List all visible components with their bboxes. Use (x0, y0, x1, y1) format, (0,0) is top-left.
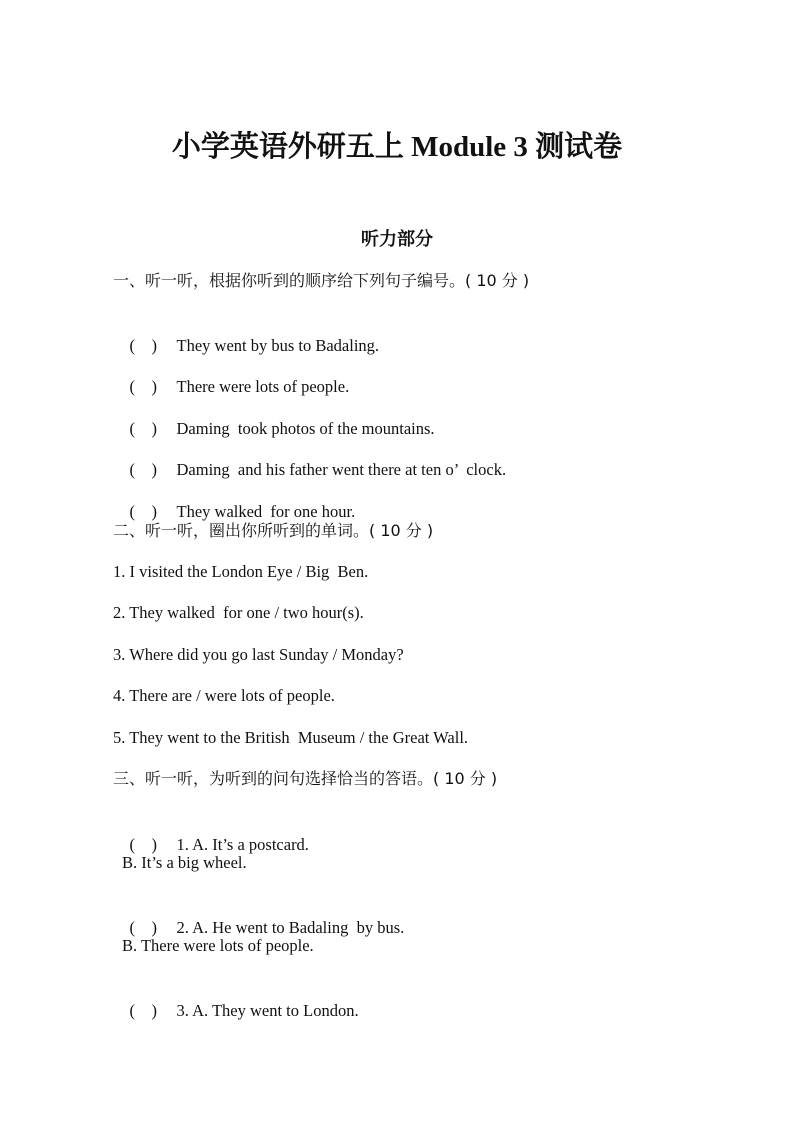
section-2-item-3: 3. Where did you go last Sunday / Monday? (113, 645, 404, 664)
answer-bracket[interactable]: ( ) (129, 918, 157, 937)
part-heading: 听力部分 (361, 229, 433, 250)
section-2-item-5: 5. They went to the British Museum / the Great Wall. (113, 728, 469, 747)
answer-bracket[interactable]: ( ) (129, 377, 157, 396)
item-text: 1. A. It’s a postcard. (176, 835, 309, 854)
item-text: 3. A. They went to London. (176, 1001, 359, 1020)
answer-bracket[interactable]: ( ) (129, 336, 157, 355)
section-3-option-b-1: B. It’s a big wheel. (122, 853, 247, 872)
section-2-item-2: 2. They walked for one / two hour(s). (113, 603, 364, 622)
item-text: Daming and his father went there at ten o’ clock. (176, 460, 507, 479)
section-2-item-1: 1. I visited the London Eye / Big Ben. (113, 562, 369, 581)
answer-bracket[interactable]: ( ) (129, 419, 157, 438)
answer-bracket[interactable]: ( ) (129, 1001, 157, 1020)
item-text: They went by bus to Badaling. (176, 336, 380, 355)
section-3-option-b-2: B. There were lots of people. (122, 936, 314, 955)
section-1-heading: 一、听一听，根据你听到的顺序给下列句子编号。( 10 分 ) (113, 271, 530, 290)
answer-bracket[interactable]: ( ) (129, 502, 157, 521)
item-text: They walked for one hour. (176, 502, 356, 521)
section-3-heading: 三、听一听，为听到的问句选择恰当的答语。( 10 分 ) (113, 769, 498, 788)
item-text: There were lots of people. (176, 377, 350, 396)
answer-bracket[interactable]: ( ) (129, 835, 157, 854)
answer-bracket[interactable]: ( ) (129, 460, 157, 479)
section-3-item-3 (113, 978, 359, 1044)
item-text: Daming took photos of the mountains. (176, 419, 435, 438)
section-2-item-4: 4. There are / were lots of people. (113, 686, 335, 705)
section-2-heading: 二、听一听，圈出你所听到的单词。( 10 分 ) (113, 521, 434, 540)
item-text: 2. A. He went to Badaling by bus. (176, 918, 405, 937)
page-title: 小学英语外研五上 Module 3 测试卷 (171, 131, 623, 163)
